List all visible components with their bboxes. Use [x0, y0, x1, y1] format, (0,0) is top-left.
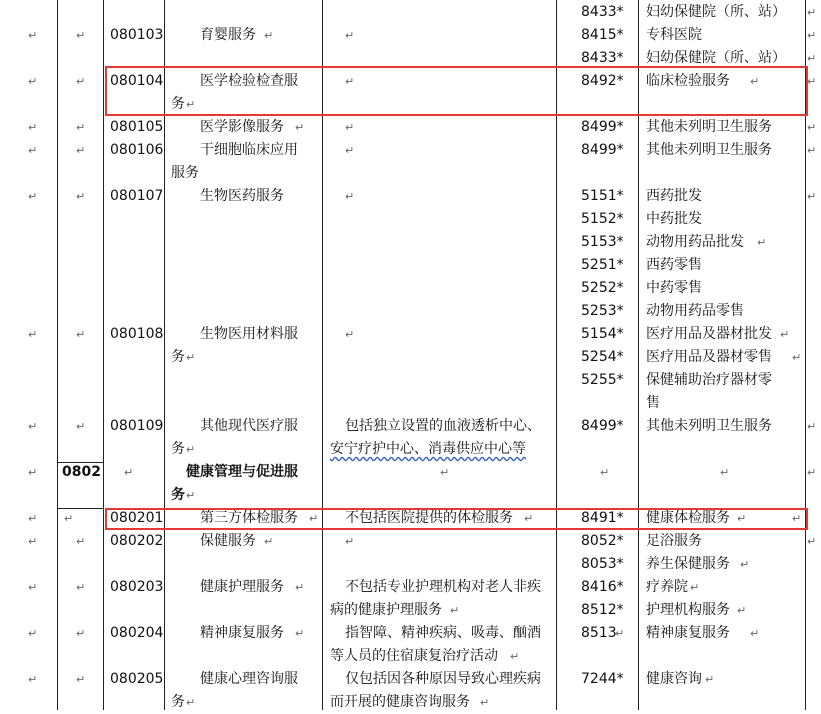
category-name-cont: 服务	[171, 165, 199, 181]
industry-cell: 精神康复服务	[646, 625, 730, 641]
para-mark: ↵	[76, 420, 86, 433]
category-code: 080108	[110, 326, 164, 342]
para-mark: ↵	[345, 29, 355, 42]
category-name-cont: 务	[171, 441, 185, 457]
para-mark: ↵	[615, 627, 625, 640]
para-mark: ↵	[28, 466, 38, 479]
mid-category-name-cont: 务	[171, 487, 185, 503]
category-name-cont: 务	[171, 96, 185, 112]
description-cell-cont: 病的健康护理服务	[330, 602, 442, 618]
para-mark: ↵	[780, 328, 790, 341]
para-mark: ↵	[186, 98, 196, 111]
industry-cell: 健康体检服务	[646, 510, 730, 526]
para-mark: ↵	[186, 489, 196, 502]
category-name: 健康心理咨询服	[200, 671, 298, 687]
description-cell: 不包括专业护理机构对老人非疾	[345, 579, 541, 595]
para-mark: ↵	[807, 6, 817, 19]
para-mark: ↵	[345, 535, 355, 548]
category-code: 080109	[110, 418, 164, 434]
col-line-1	[57, 0, 58, 710]
para-mark: ↵	[76, 627, 86, 640]
code-cell: 8415*	[581, 27, 624, 43]
category-name: 生物医用材料服	[200, 326, 298, 342]
category-name: 医学检验检查服	[200, 73, 298, 89]
para-mark: ↵	[792, 351, 802, 364]
industry-cell: 医疗用品及器材零售	[646, 349, 772, 365]
industry-cell: 中药批发	[646, 211, 702, 227]
para-mark: ↵	[807, 75, 817, 88]
industry-cell: 专科医院	[646, 27, 702, 43]
para-mark: ↵	[737, 604, 747, 617]
category-code: 080104	[110, 73, 164, 89]
code-cell: 8512*	[581, 602, 624, 618]
category-name-cont: 务	[171, 349, 185, 365]
para-mark: ↵	[757, 236, 767, 249]
industry-cell: 动物用药品零售	[646, 303, 744, 319]
para-mark: ↵	[295, 581, 305, 594]
category-name: 育婴服务	[200, 27, 256, 43]
category-code: 080106	[110, 142, 164, 158]
description-cell-cont: 安宁疗护中心、消毒供应中心等	[330, 441, 526, 457]
description-cell: 包括独立设置的血液透析中心、	[345, 418, 541, 434]
para-mark: ↵	[76, 75, 86, 88]
industry-cell: 动物用药品批发	[646, 234, 744, 250]
industry-cell: 足浴服务	[646, 533, 702, 549]
para-mark: ↵	[28, 673, 38, 686]
para-mark: ↵	[28, 328, 38, 341]
code-cell: 8053*	[581, 556, 624, 572]
industry-cell: 妇幼保健院（所、站）	[646, 4, 786, 20]
category-name: 健康护理服务	[200, 579, 284, 595]
para-mark: ↵	[309, 512, 319, 525]
para-mark: ↵	[345, 190, 355, 203]
code-cell: 8416*	[581, 579, 624, 595]
para-mark: ↵	[807, 420, 817, 433]
para-mark: ↵	[186, 696, 196, 709]
category-code: 080201	[110, 510, 164, 526]
para-mark: ↵	[345, 328, 355, 341]
category-code: 080204	[110, 625, 164, 641]
para-mark: ↵	[807, 466, 817, 479]
code-cell: 8513	[581, 625, 617, 641]
code-cell: 8052*	[581, 533, 624, 549]
para-mark: ↵	[76, 535, 86, 548]
para-mark: ↵	[690, 581, 700, 594]
industry-cell: 养生保健服务	[646, 556, 730, 572]
para-mark: ↵	[76, 121, 86, 134]
industry-cell: 健康咨询	[646, 671, 702, 687]
para-mark: ↵	[186, 351, 196, 364]
para-mark: ↵	[76, 190, 86, 203]
code-cell: 8433*	[581, 50, 624, 66]
category-name-cont: 务	[171, 694, 185, 710]
code-cell: 8433*	[581, 4, 624, 20]
para-mark: ↵	[807, 121, 817, 134]
mid-category-name: 健康管理与促进服	[186, 464, 298, 480]
para-mark: ↵	[28, 627, 38, 640]
code-cell: 5153*	[581, 234, 624, 250]
para-mark: ↵	[750, 627, 760, 640]
para-mark: ↵	[28, 144, 38, 157]
para-mark: ↵	[450, 604, 460, 617]
para-mark: ↵	[807, 52, 817, 65]
description-cell: 不包括医院提供的体检服务	[345, 510, 513, 526]
para-mark: ↵	[28, 581, 38, 594]
code-cell: 5255*	[581, 372, 624, 388]
code-cell: 8492*	[581, 73, 624, 89]
para-mark: ↵	[28, 190, 38, 203]
para-mark: ↵	[740, 558, 750, 571]
description-cell: 指智障、精神疾病、吸毒、酗酒	[345, 625, 541, 641]
category-code: 080203	[110, 579, 164, 595]
code-cell: 8499*	[581, 418, 624, 434]
industry-cell-cont: 售	[646, 395, 660, 411]
para-mark: ↵	[124, 466, 134, 479]
industry-cell: 妇幼保健院（所、站）	[646, 50, 786, 66]
para-mark: ↵	[28, 29, 38, 42]
code-cell: 8499*	[581, 142, 624, 158]
para-mark: ↵	[76, 673, 86, 686]
code-cell: 8491*	[581, 510, 624, 526]
category-name: 第三方体检服务	[200, 510, 298, 526]
para-mark: ↵	[28, 121, 38, 134]
para-mark: ↵	[28, 512, 38, 525]
para-mark: ↵	[480, 696, 490, 709]
industry-cell: 临床检验服务	[646, 73, 730, 89]
para-mark: ↵	[720, 466, 730, 479]
para-mark: ↵	[750, 75, 760, 88]
para-mark: ↵	[807, 535, 817, 548]
industry-cell: 其他未列明卫生服务	[646, 142, 772, 158]
category-name: 医学影像服务	[200, 119, 284, 135]
para-mark: ↵	[76, 328, 86, 341]
category-code: 080107	[110, 188, 164, 204]
para-mark: ↵	[792, 512, 802, 525]
code-cell: 5252*	[581, 280, 624, 296]
category-code: 080205	[110, 671, 164, 687]
code-cell: 7244*	[581, 671, 624, 687]
description-cell-cont: 而开展的健康咨询服务	[330, 694, 470, 710]
description-cell: 仅包括因各种原因导致心理疾病	[345, 671, 541, 687]
category-name: 保健服务	[200, 533, 256, 549]
mid-category-code: 0802	[62, 464, 101, 480]
industry-cell: 其他未列明卫生服务	[646, 119, 772, 135]
industry-cell: 中药零售	[646, 280, 702, 296]
industry-cell: 保健辅助治疗器材零	[646, 372, 772, 388]
category-name: 其他现代医疗服	[200, 418, 298, 434]
para-mark: ↵	[264, 29, 274, 42]
para-mark: ↵	[440, 466, 450, 479]
industry-cell: 西药零售	[646, 257, 702, 273]
para-mark: ↵	[28, 420, 38, 433]
para-mark: ↵	[345, 75, 355, 88]
industry-cell: 其他未列明卫生服务	[646, 418, 772, 434]
code-cell: 5251*	[581, 257, 624, 273]
para-mark: ↵	[76, 29, 86, 42]
para-mark: ↵	[64, 512, 74, 525]
category-code: 080202	[110, 533, 164, 549]
para-mark: ↵	[28, 535, 38, 548]
industry-cell: 护理机构服务	[646, 602, 730, 618]
code-cell: 5254*	[581, 349, 624, 365]
para-mark: ↵	[76, 581, 86, 594]
industry-cell: 医疗用品及器材批发	[646, 326, 772, 342]
para-mark: ↵	[76, 144, 86, 157]
para-mark: ↵	[524, 512, 534, 525]
para-mark: ↵	[345, 121, 355, 134]
para-mark: ↵	[345, 144, 355, 157]
para-mark: ↵	[737, 512, 747, 525]
para-mark: ↵	[600, 466, 610, 479]
para-mark: ↵	[807, 190, 817, 203]
category-name: 生物医药服务	[200, 188, 284, 204]
code-cell: 8499*	[581, 119, 624, 135]
industry-cell: 疗养院	[646, 579, 688, 595]
category-name: 精神康复服务	[200, 625, 284, 641]
para-mark: ↵	[807, 144, 817, 157]
code-cell: 5151*	[581, 188, 624, 204]
description-cell-cont: 等人员的住宿康复治疗活动	[330, 648, 498, 664]
para-mark: ↵	[705, 673, 715, 686]
industry-cell: 西药批发	[646, 188, 702, 204]
para-mark: ↵	[510, 650, 520, 663]
para-mark: ↵	[264, 535, 274, 548]
category-name: 干细胞临床应用	[200, 142, 298, 158]
para-mark: ↵	[28, 75, 38, 88]
col-line-2	[103, 0, 104, 710]
category-code: 080105	[110, 119, 164, 135]
para-mark: ↵	[295, 627, 305, 640]
para-mark: ↵	[807, 29, 817, 42]
para-mark: ↵	[295, 121, 305, 134]
para-mark: ↵	[186, 443, 196, 456]
code-cell: 5152*	[581, 211, 624, 227]
code-cell: 5253*	[581, 303, 624, 319]
code-cell: 5154*	[581, 326, 624, 342]
category-code: 080103	[110, 27, 164, 43]
